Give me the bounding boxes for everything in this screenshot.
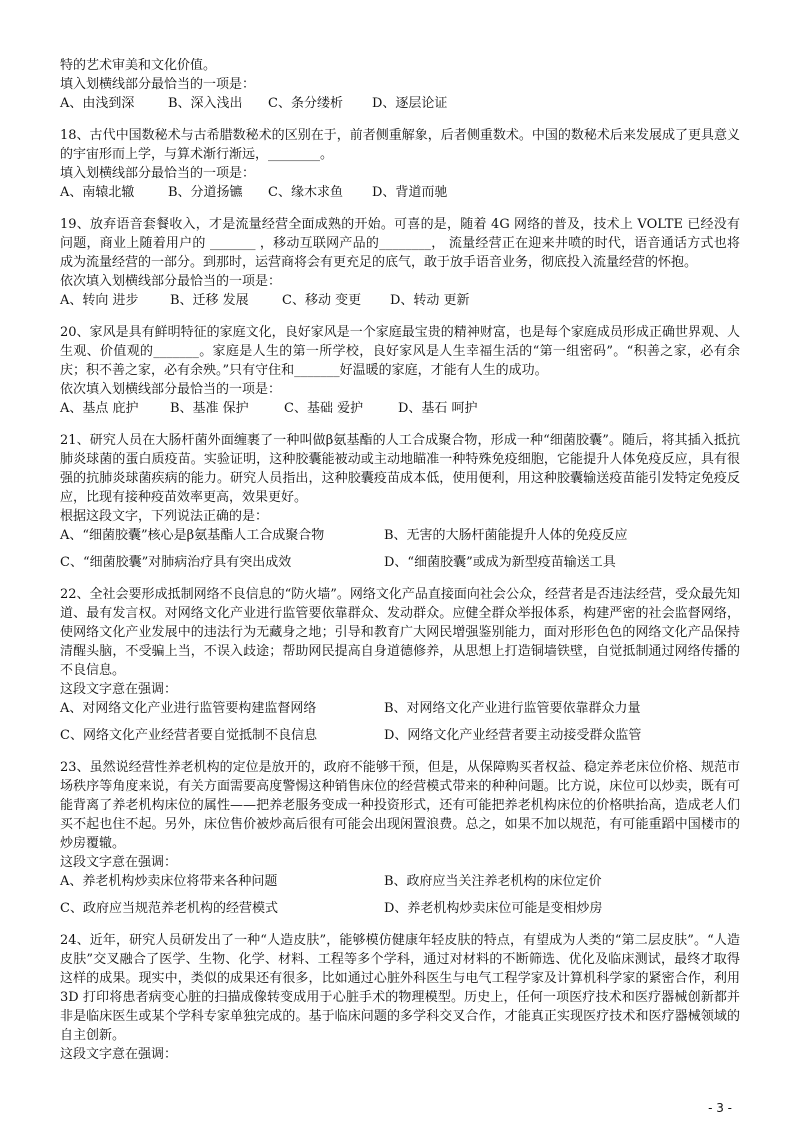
question-prompt: 根据这段文字，下列说法正确的是： [60, 509, 269, 524]
question-prompt: 依次填入划横线部分最恰当的一项是： [60, 382, 282, 397]
passage-tail: 特的艺术审美和文化价值。 [60, 58, 217, 73]
option-b: B、基准 保护 [170, 401, 249, 416]
option-d: D、逐层论证 [372, 96, 448, 111]
option-row [60, 183, 740, 202]
option-c: C、“细菌胶囊”对肺病治疗具有突出成效 [60, 555, 292, 570]
option-row [60, 526, 740, 545]
option-row [60, 291, 740, 310]
document-page [60, 56, 740, 1064]
question-23 [60, 758, 740, 918]
option-a: A、养老机构炒卖床位将带来各种问题 [60, 874, 278, 889]
question-text: 19、放弃语音套餐收入，才是流量经营全面成熟的开始。可喜的是，随着 4G 网络的普及，技术上 VOLTE 已经没有问题，商业上随着用户的 _______ ，移动互联网产品的________， 流量经营正在迎来井喷的时代，语音通话方式也将成为流量经营的一部分。到那时，运营商将会有更充足的底气，敢于放手语音业务，彻底投入流量经营的怀抱。 [60, 217, 740, 270]
question-prompt: 填入划横线部分最恰当的一项是： [60, 77, 256, 92]
option-c: C、缘木求鱼 [268, 185, 343, 200]
question-21 [60, 431, 740, 572]
question-22 [60, 585, 740, 745]
option-row [60, 94, 740, 113]
option-a: A、对网络文化产业进行监管要构建监督网络 [60, 701, 317, 716]
option-row [60, 899, 740, 918]
option-row [60, 399, 740, 418]
option-a: A、南辕北辙 [60, 185, 135, 200]
option-b: B、深入浅出 [168, 96, 243, 111]
question-text: 18、古代中国数秘术与古希腊数秘术的区别在于，前者侧重解象，后者侧重数术。中国的数秘术后来发展成了更具意义的宇宙形而上学，与算术渐行渐远，________。 [60, 128, 740, 162]
question-text: 24、近年，研究人员研发出了一种“人造皮肤”，能够模仿健康年轻皮肤的特点，有望成为人类的“第二层皮肤”。“人造皮肤”交叉融合了医学、生物、化学、材料、工程等多个学科，通过对材料的不断筛选、优化及临床测试，最终才取得这样的成果。现实中，类似的成果还有很多，比如通过心脏外科医生与电气工程学家及计算机科学家的紧密合作，利用 3D 打印将患者病变心脏的扫描成像转变成用于心脏手术的物理模型。历史上，任何一项医疗技术和医疗器械创新都并非是临床医生或某个学科专家单独完成的。基于临床问题的多学科交叉合作，才能真正实现医疗技术和医疗器械领域的自主创新。 [60, 933, 740, 1043]
option-b: B、分道扬镳 [168, 185, 243, 200]
page-number: - 3 - [708, 1101, 732, 1115]
option-c: C、网络文化产业经营者要自觉抵制不良信息 [60, 728, 317, 743]
option-d: D、背道而驰 [372, 185, 448, 200]
option-row [60, 553, 740, 572]
option-a: A、由浅到深 [60, 96, 135, 111]
question-text: 20、家风是具有鲜明特征的家庭文化，良好家风是一个家庭最宝贵的精神财富，也是每个家庭成员形成正确世界观、人生观、价值观的_______。家庭是人生的第一所学校，良好家风是人生幸福生活的“第一组密码”。“积善之家，必有余庆；积不善之家，必有余殃。”只有守住和_______好温暖的家庭，才能有人生的成功。 [60, 325, 740, 378]
option-b: B、对网络文化产业进行监管要依靠群众力量 [384, 701, 641, 716]
option-b: B、迁移 发展 [170, 293, 249, 308]
option-a: A、转向 进步 [60, 293, 139, 308]
question-17-tail [60, 56, 740, 113]
question-prompt: 这段文字意在强调： [60, 855, 178, 870]
option-d: D、转动 更新 [390, 293, 470, 308]
question-20 [60, 323, 740, 418]
option-b: B、无害的大肠杆菌能提升人体的免疫反应 [384, 528, 628, 543]
option-row [60, 872, 740, 891]
question-prompt: 填入划横线部分最恰当的一项是： [60, 166, 256, 181]
option-row [60, 699, 740, 718]
option-c: C、政府应当规范养老机构的经营模式 [60, 901, 278, 916]
option-c: C、基础 爱护 [284, 401, 364, 416]
question-prompt: 这段文字意在强调： [60, 682, 178, 697]
option-b: B、政府应当关注养老机构的床位定价 [384, 874, 602, 889]
question-text: 22、全社会要形成抵制网络不良信息的“防火墙”。网络文化产品直接面向社会公众，经营者是否违法经营，受众最先知道、最有发言权。对网络文化产业进行监管要依靠群众、发动群众。应健全群众举报体系，构建严密的社会监督网络，使网络文化产业发展中的违法行为无藏身之地；引导和教育广大网民增强鉴别能力，面对形形色色的网络文化产品保持清醒头脑，不受骗上当，不误入歧途；帮助网民提高自身道德修养，从思想上打造铜墙铁壁，自觉抵制通过网络传播的不良信息。 [60, 587, 740, 678]
option-a: A、“细菌胶囊”核心是β氨基酯人工合成聚合物 [60, 528, 325, 543]
option-d: D、网络文化产业经营者要主动接受群众监管 [384, 728, 642, 743]
option-d: D、养老机构炒卖床位可能是变相炒房 [384, 901, 603, 916]
question-prompt: 依次填入划横线部分最恰当的一项是： [60, 274, 282, 289]
question-24 [60, 931, 740, 1064]
question-19 [60, 215, 740, 310]
option-d: D、基石 呵护 [398, 401, 478, 416]
question-prompt: 这段文字意在强调： [60, 1047, 178, 1062]
option-c: C、条分缕析 [268, 96, 343, 111]
option-a: A、基点 庇护 [60, 401, 139, 416]
option-c: C、移动 变更 [282, 293, 362, 308]
question-18 [60, 126, 740, 202]
question-text: 21、研究人员在大肠杆菌外面缠裹了一种叫做β氨基酯的人工合成聚合物，形成一种“细菌胶囊”。随后，将其插入抵抗肺炎球菌的蛋白质疫苗。实验证明，这种胶囊能被动或主动地瞄准一种特殊免疫细胞，它能提升人体免疫反应，具有很强的抗肺炎球菌疾病的能力。研究人员指出，这种胶囊疫苗成本低，使用便利，用这种胶囊输送疫苗能引发特定免疫反应，比现有接种疫苗效率更高，效果更好。 [60, 433, 740, 505]
option-d: D、“细菌胶囊”或成为新型疫苗输送工具 [384, 555, 616, 570]
option-row [60, 726, 740, 745]
question-text: 23、虽然说经营性养老机构的定位是放开的，政府不能够干预，但是，从保障购买者权益、稳定养老床位价格、规范市场秩序等角度来说，有关方面需要高度警惕这种销售床位的经营模式带来的种种问题。比方说，床位可以炒卖，既有可能背离了养老机构床位的属性——把养老服务变成一种投资形式，还有可能把养老机构床位的价格哄抬高，造成老人们买不起也住不起。另外，床位售价被炒高后很有可能会出现闲置浪费。总之，如果不加以规范，有可能重蹈中国楼市的炒房覆辙。 [60, 760, 740, 851]
